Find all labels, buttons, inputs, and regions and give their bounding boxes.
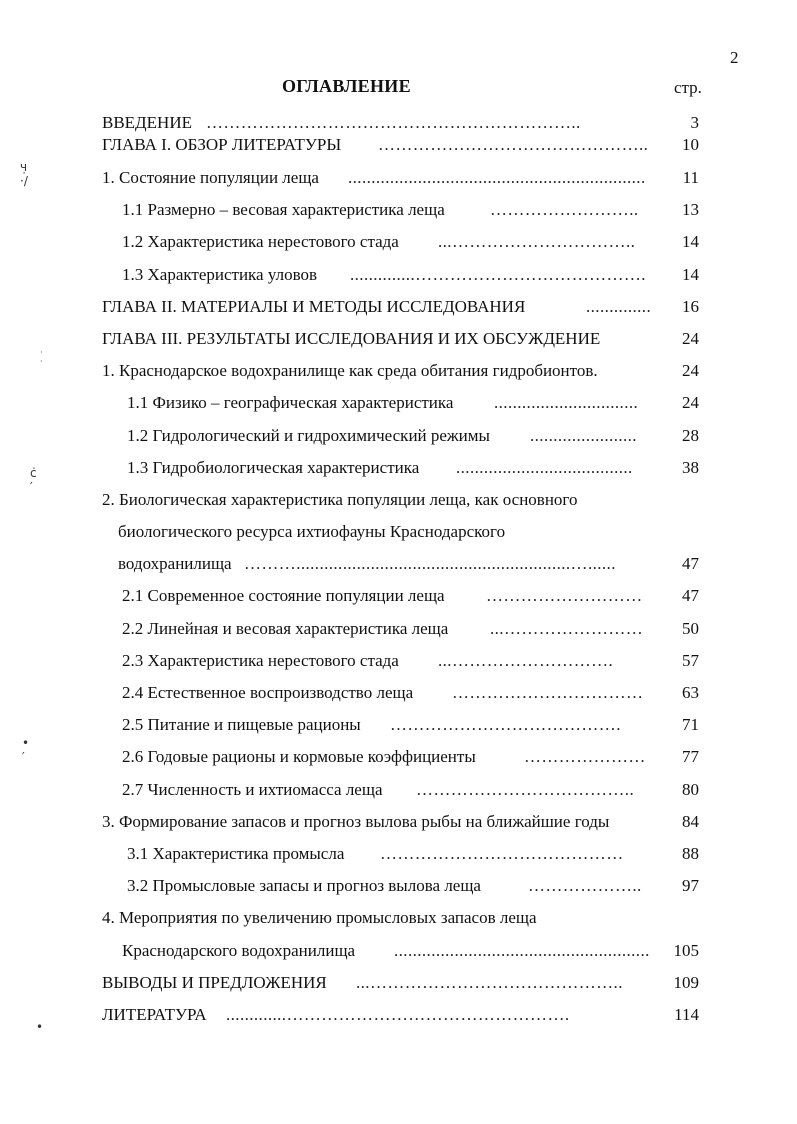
- toc-page-number: 71: [682, 715, 699, 735]
- toc-entry-text: 1.1 Размерно – весовая характеристика леща: [122, 200, 445, 220]
- toc-entry-text: 3.2 Промысловые запасы и прогноз вылова леща: [127, 876, 481, 896]
- toc-entry-section-3-2-4[interactable]: [0, 677, 797, 709]
- toc-entry-text: Краснодарского водохранилища: [122, 940, 356, 960]
- toc-page-number: 105: [673, 940, 699, 960]
- toc-page-number: 3: [690, 113, 699, 132]
- margin-mark: ч̣ ·/: [20, 160, 28, 188]
- toc-entry-chapter-2[interactable]: [0, 291, 797, 323]
- toc-page-number: 109: [673, 972, 699, 992]
- toc-entry-text: 2.1 Современное состояние популяции леща: [122, 586, 445, 606]
- toc-entry-text: 2.6 Годовые рационы и кормовые коэффициенты: [122, 747, 476, 767]
- toc-entry-text: 2. Биологическая характеристика популяции леща, как основного: [102, 489, 578, 509]
- toc-entry-text: 2.5 Питание и пищевые рационы: [122, 715, 361, 735]
- toc-entry-text: 2.2 Линейная и весовая характеристика леща: [122, 618, 449, 638]
- toc-leader: ………………………………………..: [378, 135, 649, 154]
- toc-leader: ………………………………..: [416, 779, 635, 799]
- toc-leader: ...……………………: [490, 618, 644, 638]
- toc-page-number: 14: [682, 232, 699, 252]
- toc-entry-section-3-3-2[interactable]: [0, 870, 797, 902]
- toc-entry-section-3-3[interactable]: [0, 806, 797, 838]
- toc-entry-section-1[interactable]: [0, 162, 797, 194]
- toc-entry-section-3-1-2[interactable]: [0, 420, 797, 452]
- toc-leader: ………………………: [486, 586, 643, 606]
- toc-page-number: 84: [682, 811, 699, 831]
- table-of-contents: [0, 112, 797, 1031]
- toc-entry-section-3-1-1[interactable]: [0, 387, 797, 419]
- toc-page-number: 80: [682, 779, 699, 799]
- toc-leader: ...……………………………………..: [356, 972, 623, 992]
- toc-entry-section-3-2-6[interactable]: [0, 741, 797, 773]
- toc-page-number: 11: [682, 168, 699, 187]
- toc-page-number: 24: [682, 393, 699, 413]
- toc-entry-section-3-2-1[interactable]: [0, 580, 797, 612]
- toc-page-number: 97: [682, 876, 699, 896]
- toc-entry-introduction[interactable]: [0, 112, 797, 134]
- toc-leader: ......................................: [456, 457, 633, 477]
- toc-entry-text: 1.2 Гидрологический и гидрохимический режимы: [127, 425, 490, 445]
- margin-mark: •: [36, 1020, 44, 1034]
- toc-entry-text: ГЛАВА I. ОБЗОР ЛИТЕРАТУРЫ: [102, 135, 342, 154]
- toc-entry-section-3-2-2[interactable]: [0, 613, 797, 645]
- toc-entry-section-3-2-end[interactable]: [0, 548, 797, 580]
- toc-page-number: 10: [682, 135, 699, 154]
- page-number: 2: [730, 48, 739, 67]
- toc-page-number: 28: [682, 425, 699, 445]
- toc-leader: .............………………………………………….: [226, 1004, 570, 1024]
- toc-page-number: 38: [682, 457, 699, 477]
- toc-leader: ...............................: [494, 393, 639, 413]
- toc-entry-text: ГЛАВА II. МАТЕРИАЛЫ И МЕТОДЫ ИССЛЕДОВАНИЯ: [102, 296, 526, 316]
- toc-leader: ...…………………………..: [438, 232, 636, 252]
- toc-leader: ……………………………………: [380, 843, 624, 863]
- toc-page-number: 77: [682, 747, 699, 767]
- toc-entry-section-1-3[interactable]: [0, 259, 797, 291]
- toc-entry-section-3-2-3[interactable]: [0, 645, 797, 677]
- margin-mark: ċ ′: [30, 466, 37, 494]
- toc-entry-chapter-1[interactable]: [0, 134, 797, 156]
- toc-leader: ………………………………….: [390, 715, 621, 735]
- toc-page-number: 47: [682, 586, 699, 606]
- toc-entry-section-3-2-5[interactable]: [0, 709, 797, 741]
- margin-mark: · ·: [40, 348, 43, 366]
- toc-leader: ………...........................................................…......: [244, 554, 616, 574]
- toc-page-number: 14: [682, 264, 699, 284]
- toc-page-number: 47: [682, 554, 699, 574]
- toc-leader: ……………………………: [452, 683, 644, 702]
- toc-entry-text: 4. Мероприятия по увеличению промысловых запасов леща: [102, 908, 537, 928]
- toc-entry-text: биологического ресурса ихтиофауны Краснодарского: [118, 522, 506, 542]
- pages-column-label: стр.: [674, 78, 702, 97]
- toc-entry-section-3-2-continued[interactable]: [0, 516, 797, 548]
- toc-leader: ………………………………………………………..: [206, 113, 581, 132]
- toc-entry-text: 2.4 Естественное воспроизводство леща: [122, 683, 414, 702]
- toc-entry-section-3-1-3[interactable]: [0, 452, 797, 484]
- toc-page-number: 16: [682, 296, 699, 316]
- toc-entry-text: 1.2 Характеристика нерестового стада: [122, 232, 399, 252]
- toc-entry-section-1-2[interactable]: [0, 226, 797, 258]
- toc-leader: …………………: [524, 747, 646, 767]
- toc-entry-literature[interactable]: [0, 999, 797, 1031]
- toc-entry-text: 2.7 Численность и ихтиомасса леща: [122, 779, 383, 799]
- toc-page-number: 13: [682, 200, 699, 220]
- toc-entry-section-3-4-continued[interactable]: [0, 935, 797, 967]
- toc-entry-text: 1. Краснодарское водохранилище как среда обитания гидробионтов.: [102, 361, 598, 381]
- toc-entry-section-3-1[interactable]: [0, 355, 797, 387]
- toc-page-number: 63: [682, 683, 699, 702]
- toc-leader: ………………..: [528, 876, 642, 896]
- toc-leader: ..............………………………………….: [350, 264, 646, 284]
- toc-entry-text: 1. Состояние популяции леща: [102, 168, 319, 187]
- toc-page-number: 114: [674, 1004, 699, 1024]
- toc-page-number: 88: [682, 843, 699, 863]
- toc-entry-text: ЛИТЕРАТУРА: [102, 1004, 207, 1024]
- toc-leader: ..............: [586, 296, 652, 316]
- toc-entry-text: ВВЕДЕНИЕ: [102, 113, 192, 132]
- toc-entry-chapter-3[interactable]: [0, 323, 797, 355]
- toc-leader: ................................................................: [348, 168, 646, 187]
- toc-page-number: 24: [682, 361, 699, 381]
- toc-entry-text: 2.3 Характеристика нерестового стада: [122, 650, 399, 670]
- toc-leader: ……………………..: [490, 200, 639, 220]
- toc-entry-text: ГЛАВА III. РЕЗУЛЬТАТЫ ИССЛЕДОВАНИЯ И ИХ ОБСУЖДЕНИЕ: [102, 328, 601, 348]
- toc-entry-conclusions[interactable]: [0, 967, 797, 999]
- toc-leader: .......................: [530, 425, 637, 445]
- toc-entry-section-3-4[interactable]: [0, 902, 797, 934]
- toc-entry-section-3-2-7[interactable]: [0, 774, 797, 806]
- toc-page-number: 57: [682, 650, 699, 670]
- toc-entry-text: 1.3 Гидробиологическая характеристика: [127, 457, 420, 477]
- toc-entry-text: 3.1 Характеристика промысла: [127, 843, 345, 863]
- toc-entry-text: ВЫВОДЫ И ПРЕДЛОЖЕНИЯ: [102, 972, 327, 992]
- toc-entry-section-3-3-1[interactable]: [0, 838, 797, 870]
- toc-entry-text: 3. Формирование запасов и прогноз вылова рыбы на ближайшие годы: [102, 811, 610, 831]
- toc-entry-text: 1.3 Характеристика уловов: [122, 264, 318, 284]
- toc-leader: ...……………………….: [438, 650, 614, 670]
- toc-entry-text: 1.1 Физико – географическая характеристика: [127, 393, 454, 413]
- toc-entry-section-1-1[interactable]: [0, 194, 797, 226]
- page-title: ОГЛАВЛЕНИЕ: [282, 76, 411, 96]
- toc-leader: .......................................................: [394, 940, 650, 960]
- toc-page-number: 50: [682, 618, 699, 638]
- margin-mark: • ′: [22, 736, 30, 764]
- toc-entry-text: водохранилища: [118, 554, 232, 574]
- toc-page-number: 24: [682, 328, 699, 348]
- toc-entry-section-3-2[interactable]: [0, 484, 797, 516]
